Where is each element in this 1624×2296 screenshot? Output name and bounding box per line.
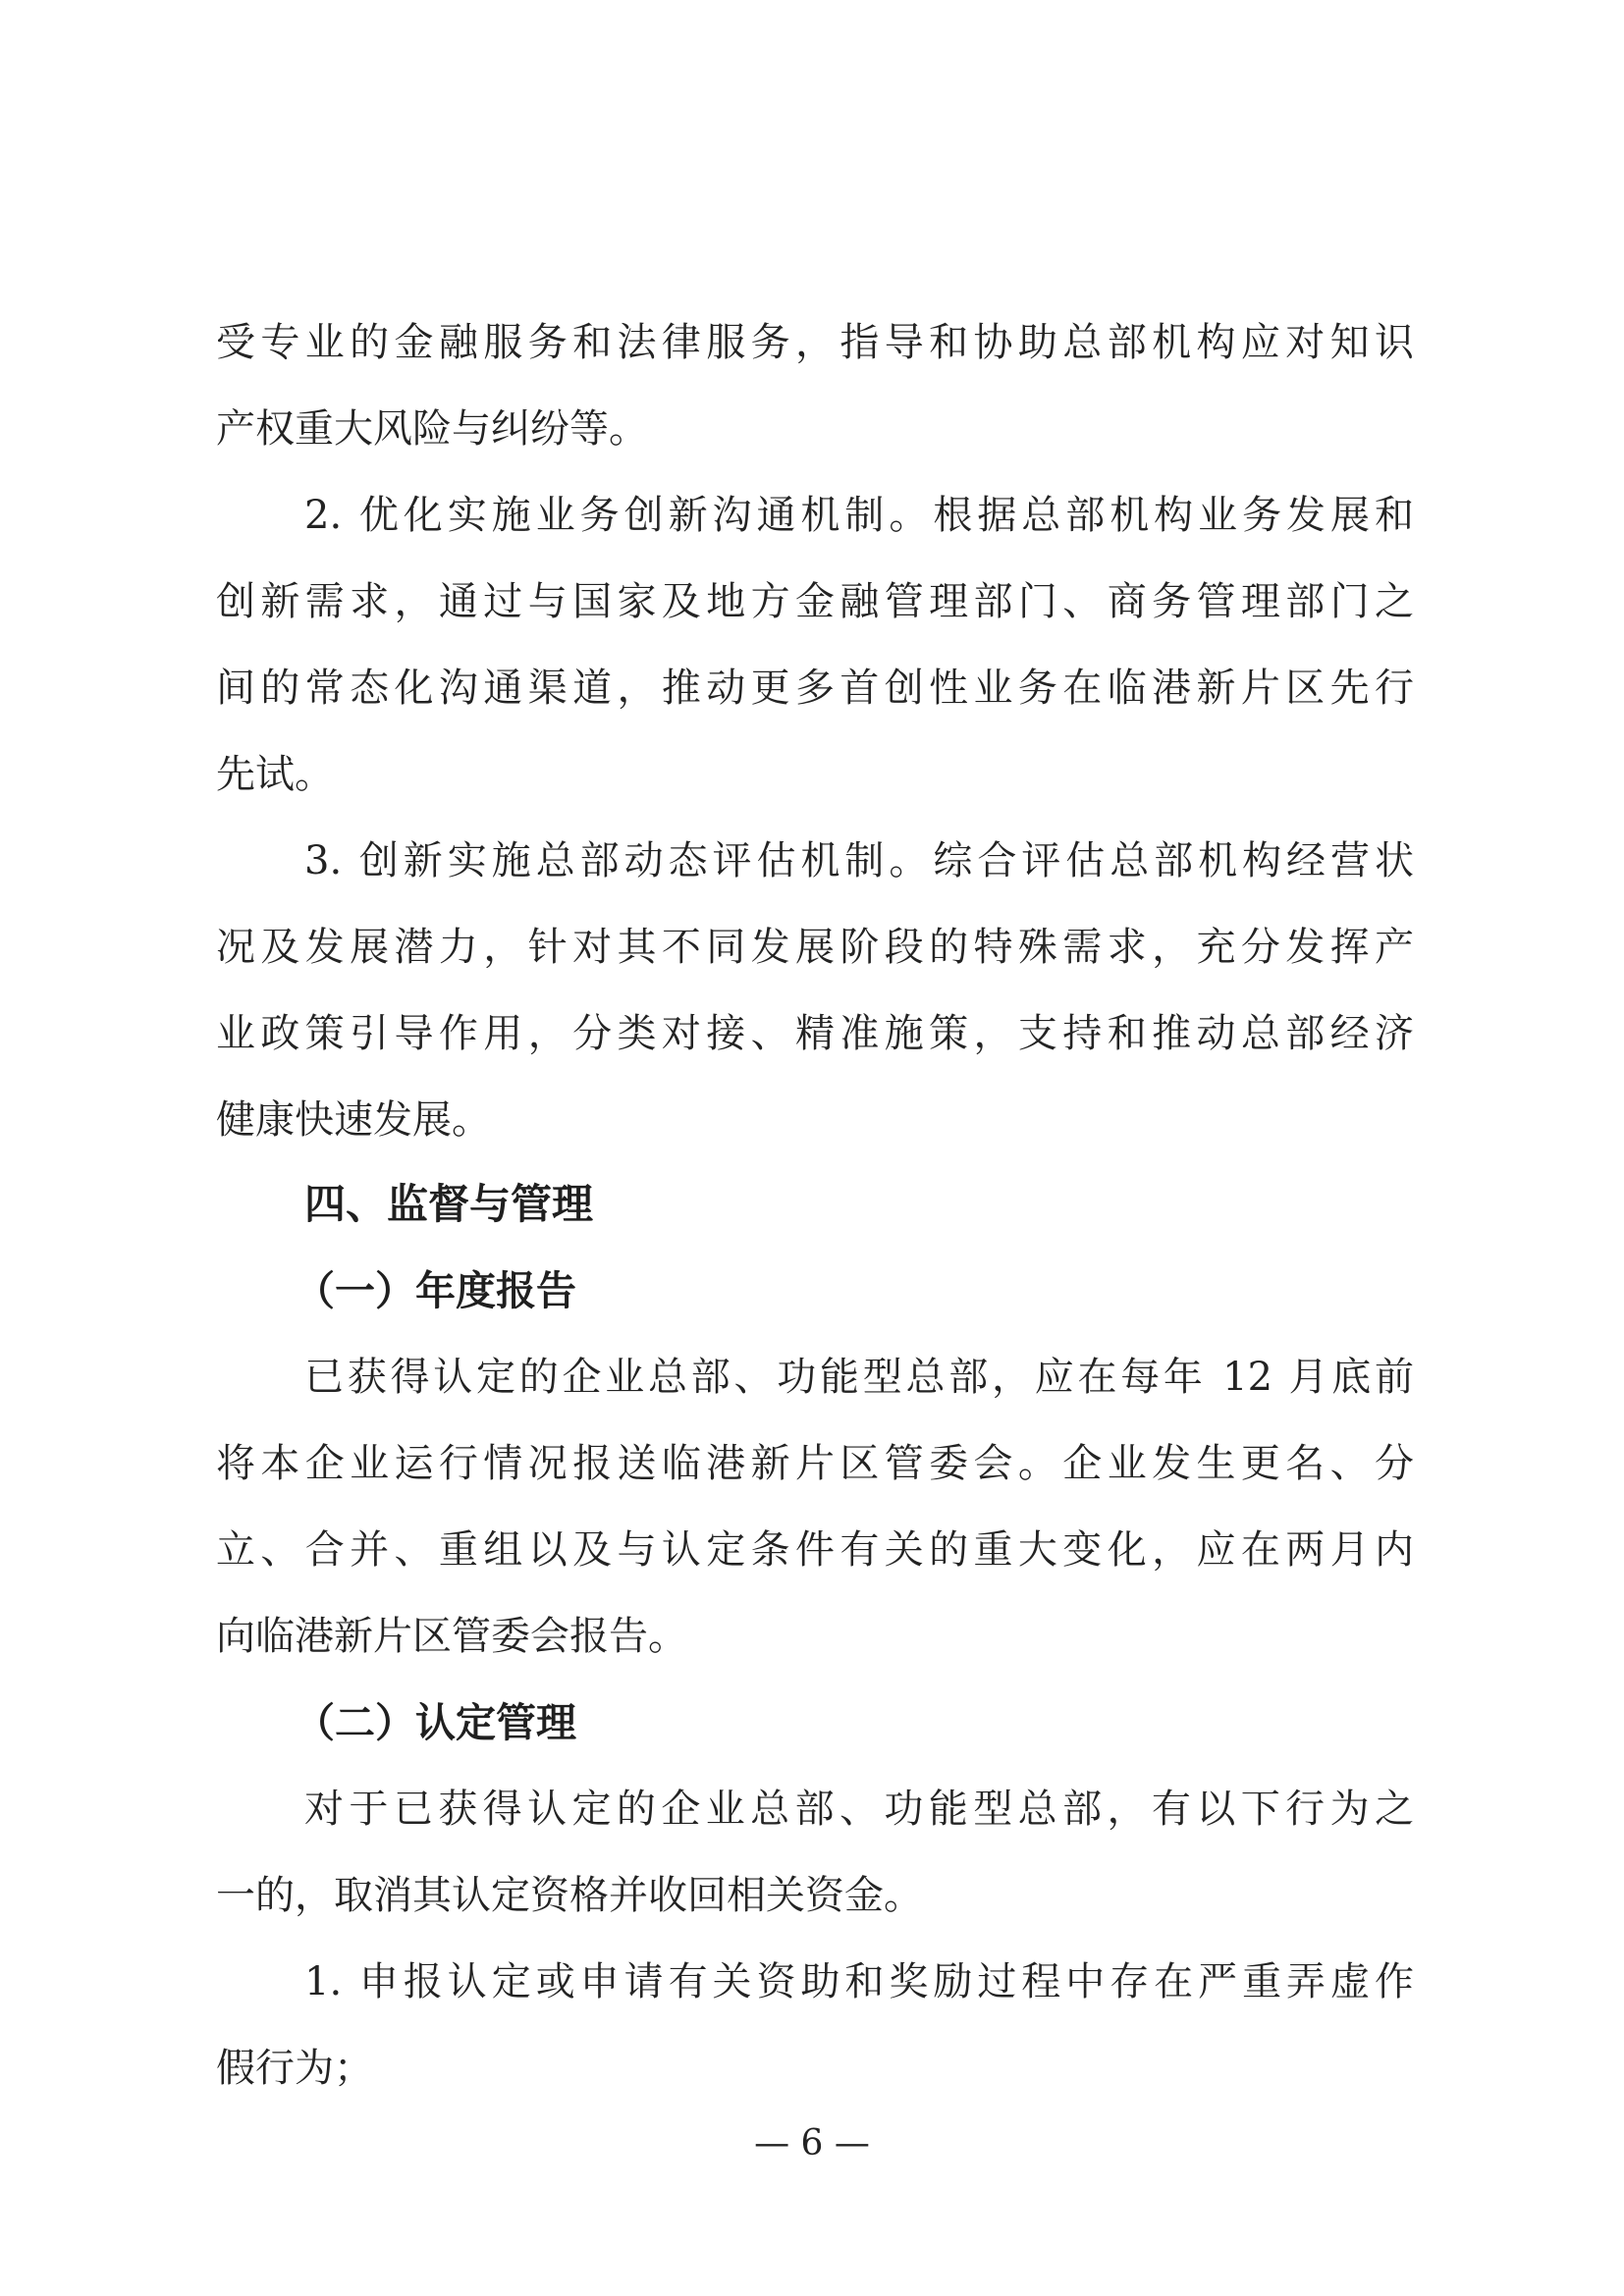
body-line-5: 间的常态化沟通渠道，推动更多首创性业务在临港新片区先行 <box>216 666 1414 711</box>
page-number: — 6 — <box>754 2123 870 2163</box>
body-line-10: 健康快速发展。 <box>216 1097 491 1143</box>
body-line-8: 况及发展潜力，针对其不同发展阶段的特殊需求，充分发挥产 <box>216 925 1414 970</box>
subsection-heading-certification-management: （二）认定管理 <box>295 1699 576 1746</box>
subsection-heading-annual-report: （一）年度报告 <box>295 1267 576 1314</box>
body-line-15: 立、合并、重组以及与认定条件有关的重大变化，应在两月内 <box>216 1527 1414 1573</box>
body-line-13: 已获得认定的企业总部、功能型总部，应在每年 12 月底前 <box>304 1355 1414 1400</box>
body-line-19: 一的，取消其认定资格并收回相关资金。 <box>216 1873 923 1918</box>
body-line-2: 产权重大风险与纠纷等。 <box>216 406 648 452</box>
body-line-9: 业政策引导作用，分类对接、精准施策，支持和推动总部经济 <box>216 1011 1414 1056</box>
body-line-3: 2. 优化实施业务创新沟通机制。根据总部机构业务发展和 <box>304 493 1414 538</box>
body-line-6: 先试。 <box>216 752 334 797</box>
body-line-1: 受专业的金融服务和法律服务，指导和协助总部机构应对知识 <box>216 320 1414 365</box>
body-line-20: 1. 申报认定或申请有关资助和奖励过程中存在严重弄虚作 <box>304 1959 1414 2004</box>
body-line-18: 对于已获得认定的企业总部、功能型总部，有以下行为之 <box>304 1787 1414 1832</box>
section-heading: 四、监督与管理 <box>304 1180 594 1228</box>
body-line-16: 向临港新片区管委会报告。 <box>216 1614 687 1659</box>
body-line-7: 3. 创新实施总部动态评估机制。综合评估总部机构经营状 <box>304 838 1414 883</box>
body-line-21: 假行为； <box>216 2046 373 2091</box>
body-line-14: 将本企业运行情况报送临港新片区管委会。企业发生更名、分 <box>216 1441 1414 1486</box>
body-line-4: 创新需求，通过与国家及地方金融管理部门、商务管理部门之 <box>216 579 1414 624</box>
